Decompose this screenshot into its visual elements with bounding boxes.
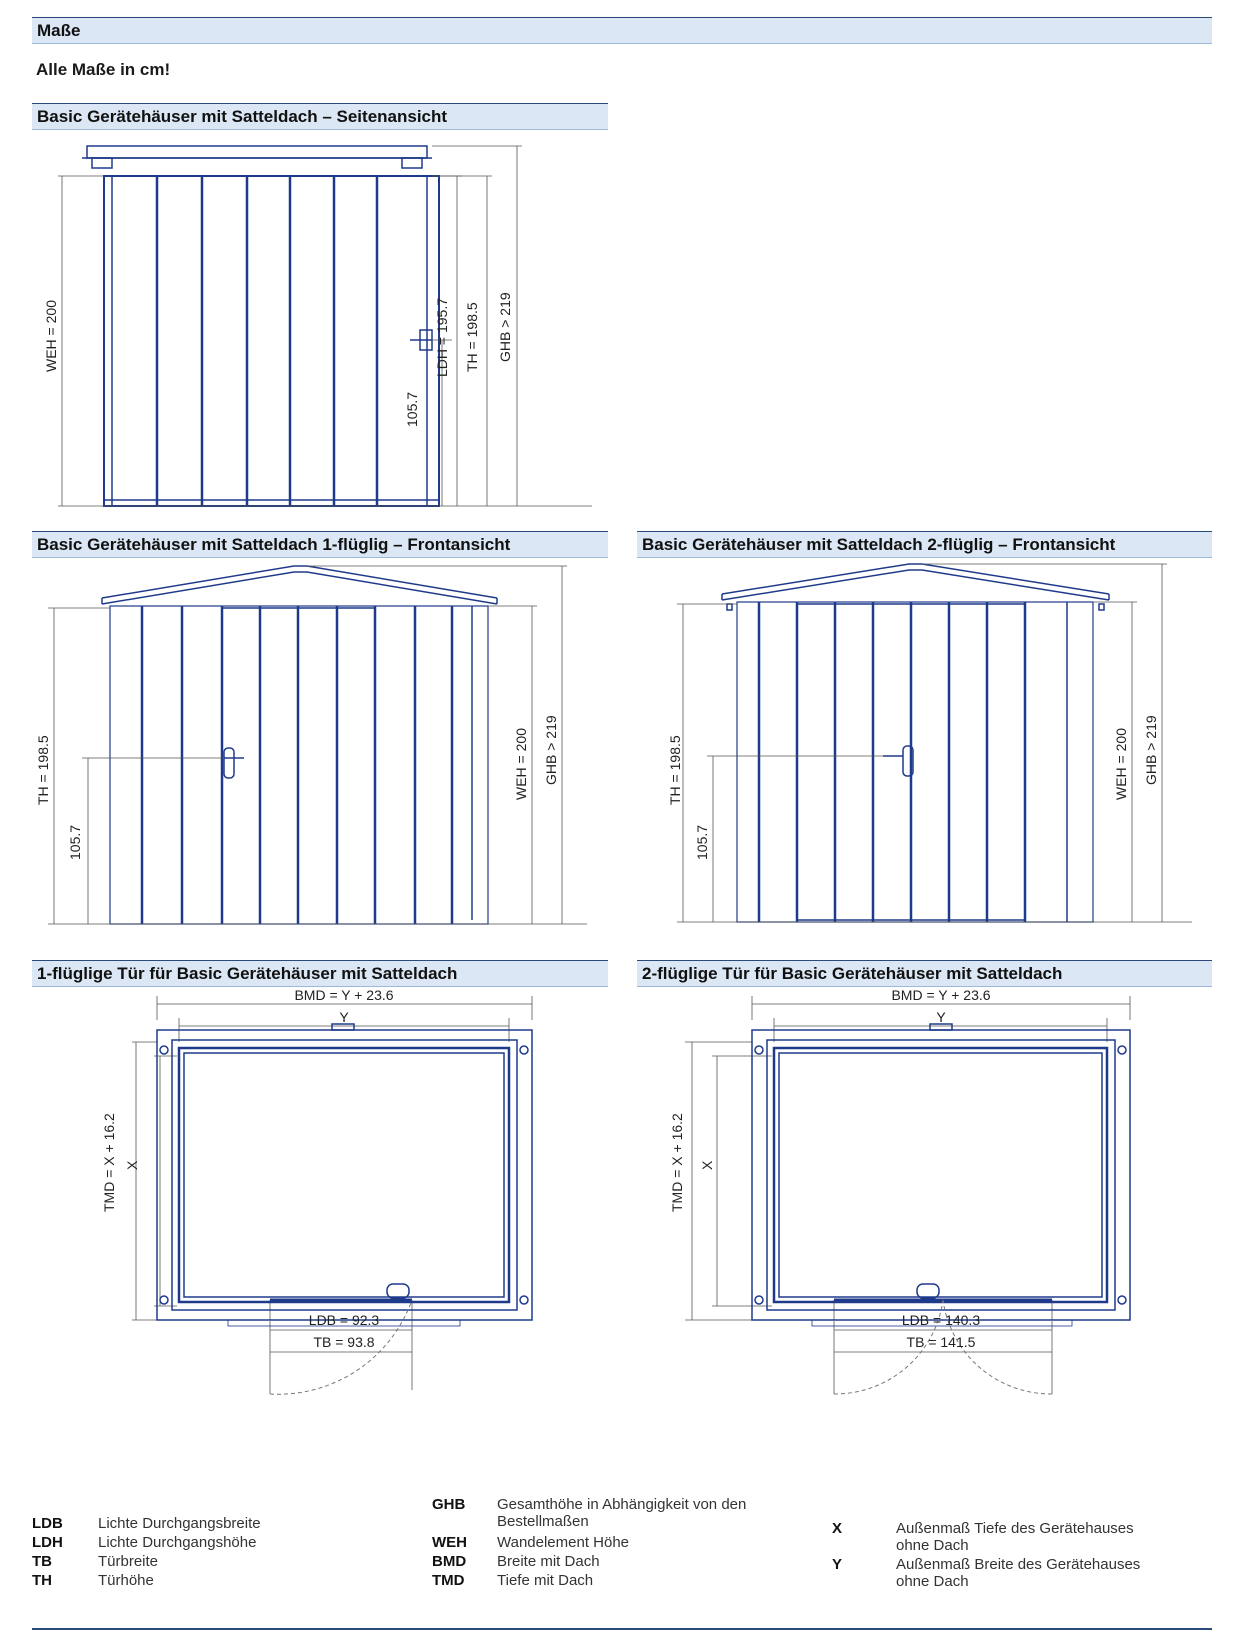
legend-desc: Außenmaß Tiefe des Gerätehauses ohne Dach	[896, 1520, 1134, 1554]
front-view-2-drawing	[637, 560, 1212, 935]
front2-dim-ghb: GHB > 219	[1143, 715, 1159, 785]
legend-desc: Wandelement Höhe	[497, 1534, 630, 1551]
section-header-door2	[637, 960, 1212, 987]
section-title-door1: 1-flüglige Tür für Basic Gerätehäuser mit Satteldach	[37, 963, 458, 983]
front1-dim-ghb: GHB > 219	[543, 715, 559, 785]
legend-desc: Breite mit Dach	[497, 1553, 600, 1570]
side-dim-ghb: GHB > 219	[497, 292, 513, 362]
legend-abbr: TMD	[432, 1572, 465, 1589]
door-plan-1-drawing	[32, 990, 608, 1440]
legend-abbr: GHB	[432, 1496, 466, 1513]
legend-desc: Lichte Durchgangshöhe	[98, 1534, 257, 1551]
legend-desc: Gesamthöhe in Abhängigkeit von den Bestellmaßen	[497, 1496, 747, 1530]
door2-dim-y: Y	[936, 1009, 946, 1025]
section-title-door2: 2-flüglige Tür für Basic Gerätehäuser mit Satteldach	[642, 963, 1063, 983]
front2-dim-weh: WEH = 200	[1113, 728, 1129, 800]
legend-desc: Türbreite	[98, 1553, 159, 1570]
legend-desc: Außenmaß Breite des Gerätehauses ohne Dach	[896, 1556, 1141, 1590]
door1-dim-y: Y	[339, 1009, 349, 1025]
legend-abbr: BMD	[432, 1553, 467, 1570]
door1-dim-ldb: LDB = 92.3	[308, 1312, 380, 1328]
door1-dim-tmd: TMD = X + 16.2	[101, 1113, 117, 1212]
page-subtitle: Alle Maße in cm!	[36, 60, 171, 79]
door2-dim-tmd: TMD = X + 16.2	[669, 1113, 685, 1212]
front1-dim-weh: WEH = 200	[513, 728, 529, 800]
legend-abbr: TB	[32, 1553, 52, 1570]
section-header-front1	[32, 531, 608, 558]
legend-desc: Türhöhe	[98, 1572, 154, 1589]
page-header	[32, 17, 1212, 44]
side-dim-ldh: LDH = 195.7	[434, 298, 450, 377]
section-header-door1	[32, 960, 608, 987]
door2-dim-ldb: LDB = 140.3	[901, 1312, 981, 1328]
side-dim-th: TH = 198.5	[464, 302, 480, 372]
front2-dim-th: TH = 198.5	[667, 735, 683, 805]
door2-dim-x: X	[699, 1160, 715, 1170]
section-header-front2	[637, 531, 1212, 558]
front2-dim-105: 105.7	[694, 824, 710, 860]
door2-dim-tb: TB = 141.5	[906, 1334, 976, 1350]
legend-abbr: Y	[832, 1556, 843, 1573]
legend-abbr: LDH	[32, 1534, 63, 1551]
door1-dim-tb: TB = 93.8	[313, 1334, 375, 1350]
door2-dim-bmd: BMD = Y + 23.6	[891, 990, 991, 1003]
legend-abbr: TH	[32, 1572, 52, 1589]
section-title-front2: Basic Gerätehäuser mit Satteldach 2-flüglig – Frontansicht	[642, 534, 1116, 554]
legend-abbr: LDB	[32, 1515, 63, 1532]
bottom-divider	[32, 1628, 1212, 1630]
door-plan-2-drawing	[637, 990, 1212, 1440]
front1-dim-th: TH = 198.5	[35, 735, 51, 805]
page-title: Maße	[37, 20, 81, 40]
legend-abbr: WEH	[432, 1534, 467, 1551]
legend-desc: Lichte Durchgangsbreite	[98, 1515, 261, 1532]
side-view-drawing	[32, 132, 608, 522]
legend-desc: Tiefe mit Dach	[497, 1572, 594, 1589]
front-view-1-drawing	[32, 560, 608, 935]
front1-dim-105: 105.7	[67, 824, 83, 860]
section-title-side: Basic Gerätehäuser mit Satteldach – Seitenansicht	[37, 106, 448, 126]
door1-dim-x: X	[124, 1160, 140, 1170]
legend-abbr: X	[832, 1520, 843, 1537]
side-dim-weh: WEH = 200	[43, 300, 59, 372]
side-dim-105: 105.7	[404, 391, 420, 427]
section-title-front1: Basic Gerätehäuser mit Satteldach 1-flüglig – Frontansicht	[37, 534, 511, 554]
door1-dim-bmd: BMD = Y + 23.6	[294, 990, 394, 1003]
section-header-side	[32, 103, 608, 130]
